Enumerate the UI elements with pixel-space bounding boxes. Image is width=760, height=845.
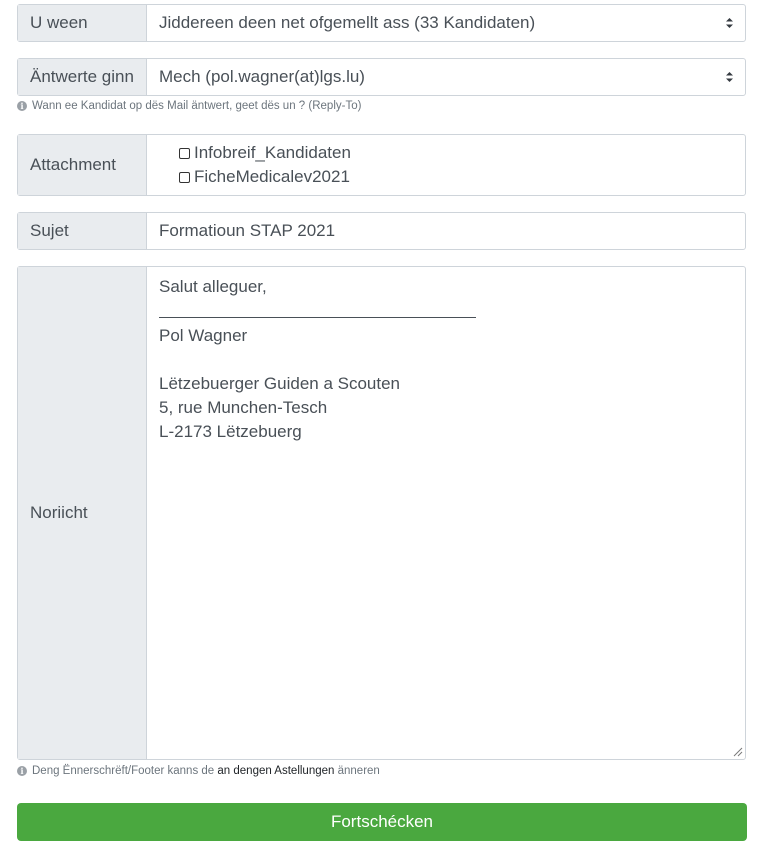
recipients-select[interactable] xyxy=(147,5,745,41)
recipients-label: U ween xyxy=(18,5,147,41)
subject-input[interactable] xyxy=(147,213,745,249)
reply-to-label: Äntwerte ginn xyxy=(18,59,147,95)
attachment-checkbox[interactable] xyxy=(179,148,190,159)
reply-to-select[interactable] xyxy=(147,59,745,95)
subject-group xyxy=(17,212,746,250)
resize-grip-icon[interactable] xyxy=(733,747,743,757)
footer-help-suffix: änneren xyxy=(337,765,380,777)
attachment-list xyxy=(147,135,351,195)
message-textarea[interactable] xyxy=(147,267,745,759)
select-caret-icon xyxy=(725,70,734,84)
attachment-item[interactable] xyxy=(179,165,351,189)
signature-spacer xyxy=(159,348,733,372)
reply-to-help xyxy=(17,100,361,112)
select-caret-icon xyxy=(725,16,734,30)
settings-link[interactable]: an dengen Astellungen xyxy=(217,765,335,777)
subject-value: Formatioun STAP 2021 xyxy=(159,221,336,240)
signature-city: L-2173 Lëtzebuerg xyxy=(159,422,302,441)
signature-name: Pol Wagner xyxy=(159,326,248,345)
info-icon: i xyxy=(17,766,27,776)
attachment-name: FicheMedicalev2021 xyxy=(194,167,350,186)
attachment-group xyxy=(17,134,746,196)
footer-help-prefix: Deng Ënnerschrëft/Footer kanns de xyxy=(32,765,215,777)
attachment-checkbox[interactable] xyxy=(179,172,190,183)
send-button[interactable]: Fortschécken xyxy=(17,803,747,841)
recipients-selected-value: Jiddereen deen net ofgemellt ass (33 Kandidaten) xyxy=(159,13,536,32)
signature-divider xyxy=(159,317,476,318)
info-icon: i xyxy=(17,101,27,111)
attachment-item[interactable] xyxy=(179,141,351,165)
attachment-label: Attachment xyxy=(18,135,147,195)
recipients-group xyxy=(17,4,746,42)
reply-to-group xyxy=(17,58,746,96)
subject-label: Sujet xyxy=(18,213,147,249)
message-label: Noriicht xyxy=(18,267,147,759)
footer-help xyxy=(17,765,380,777)
attachment-name: Infobreif_Kandidaten xyxy=(194,143,351,162)
signature-street: 5, rue Munchen-Tesch xyxy=(159,398,328,417)
signature-org: Lëtzebuerger Guiden a Scouten xyxy=(159,374,401,393)
reply-to-selected-value: Mech (pol.wagner(at)lgs.lu) xyxy=(159,67,365,86)
reply-to-help-text: Wann ee Kandidat op dës Mail äntwert, geet dës un ? (Reply-To) xyxy=(32,100,362,112)
message-group xyxy=(17,266,746,760)
message-greeting: Salut alleguer, xyxy=(159,277,267,296)
